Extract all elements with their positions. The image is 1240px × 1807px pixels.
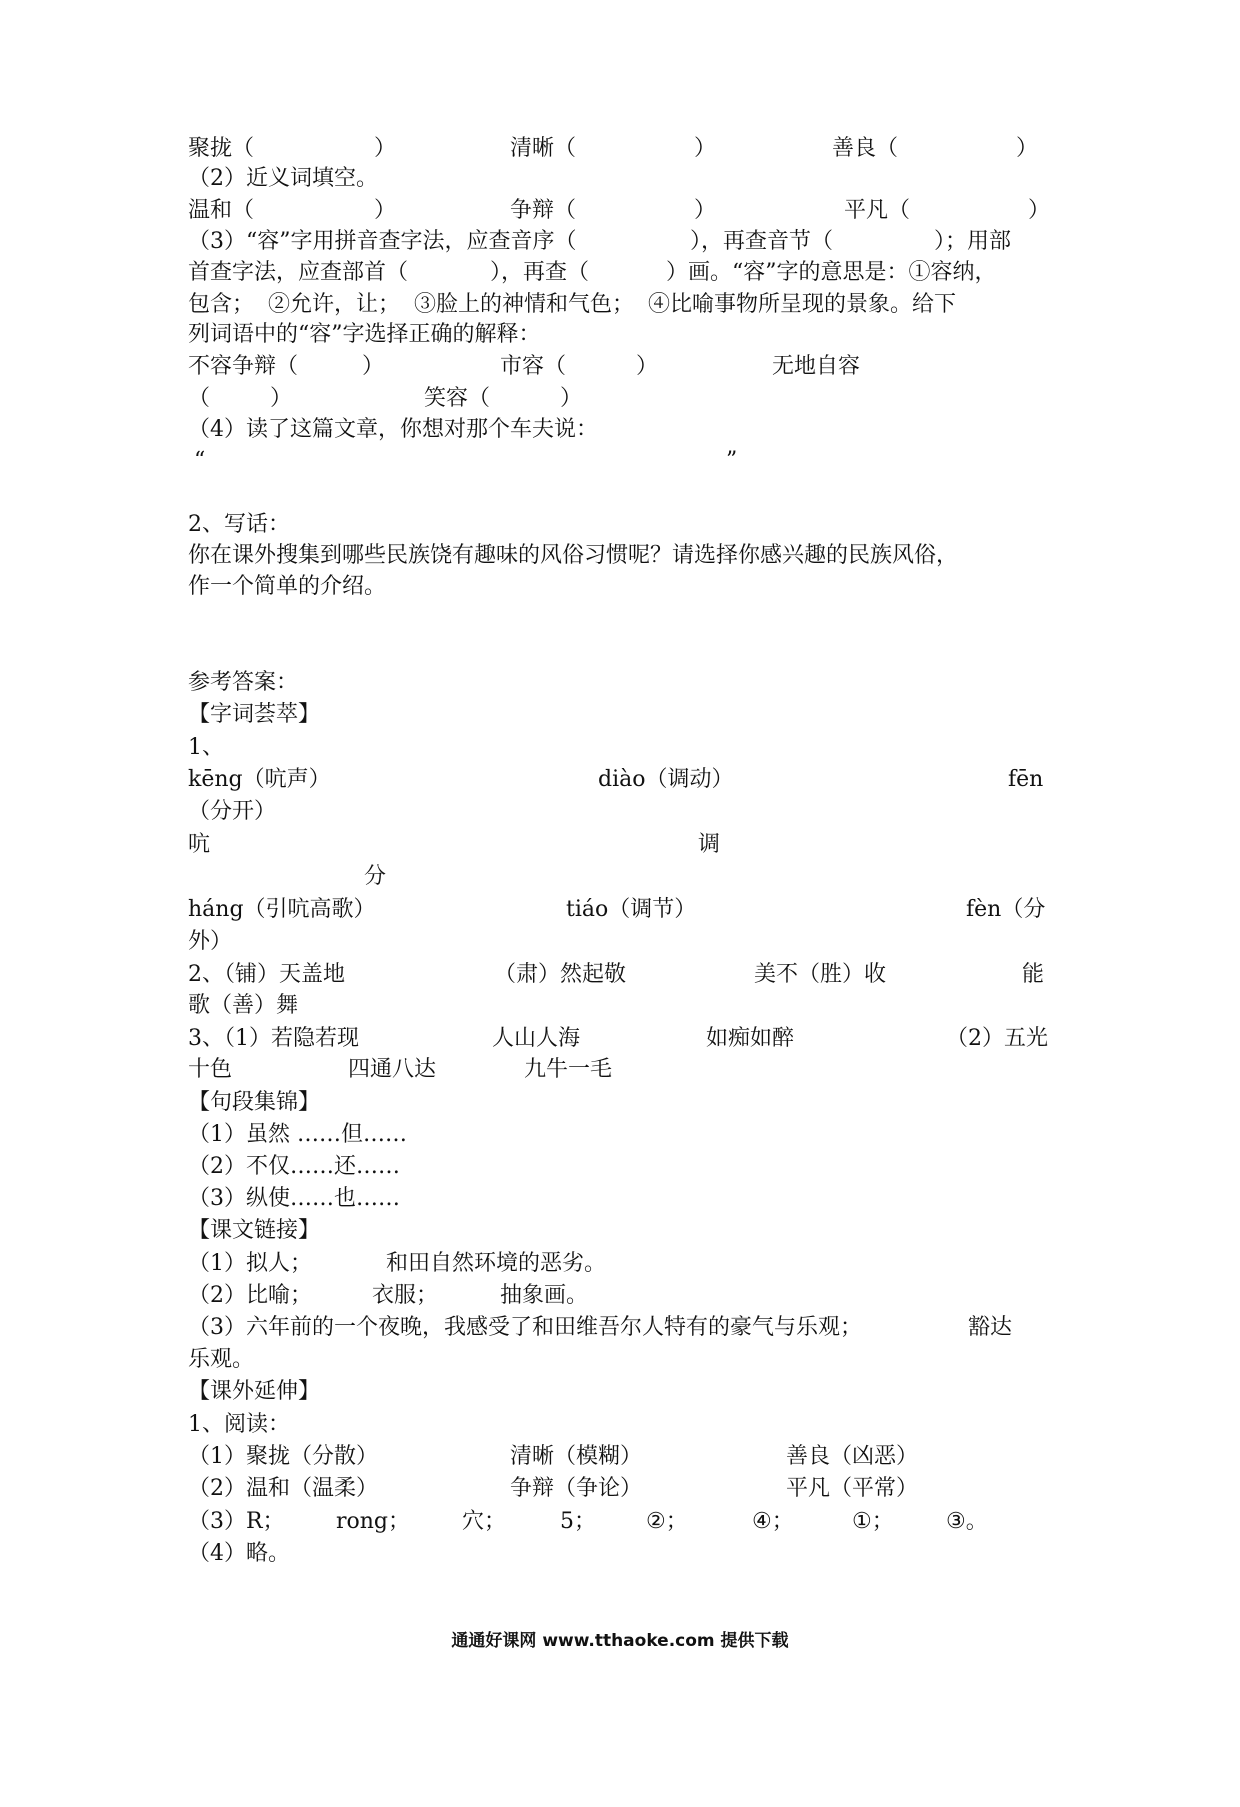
text: （1）聚拢（分散） (188, 1444, 378, 1469)
fill-close: ） (374, 198, 397, 223)
text: 吭 (188, 832, 211, 857)
text: ）画。“容”字的意思是：①容纳， (666, 260, 997, 285)
text: 1、阅读： (188, 1412, 290, 1437)
text: tiáo（调节） (566, 897, 697, 922)
quote-open: “ (194, 448, 206, 473)
text: ），再查音节（ (690, 229, 834, 254)
fill-item: 市容（ (500, 354, 567, 379)
text: 包含； ②允许，让； ③脸上的神情和气色； ④比喻事物所呈现的景象。给下 (188, 292, 956, 317)
text: 2、（铺）天盖地 (188, 962, 345, 987)
kewen-3 (0, 1313, 1240, 1343)
juduan-1 (0, 1120, 1240, 1150)
text: ④； (752, 1509, 794, 1534)
text: 【课文链接】 (188, 1218, 321, 1243)
text: （分开） (188, 799, 277, 824)
rong-line-3 (0, 290, 1240, 320)
text: 穴； (462, 1509, 507, 1534)
rong-line-4 (0, 320, 1240, 350)
text: 平凡（平常） (786, 1476, 919, 1501)
rong-row-1 (0, 352, 1240, 382)
text: （1）虽然 ……但…… (188, 1122, 407, 1147)
fill-close: ） (1016, 136, 1039, 161)
writing-line-2 (0, 572, 1240, 602)
fill-item: 聚拢（ (188, 136, 255, 161)
text: 【句段集锦】 (188, 1090, 321, 1115)
synonym-title (0, 164, 1240, 194)
text: 能 (1022, 962, 1045, 987)
text: ③。 (946, 1509, 988, 1534)
text: （4）读了这篇文章，你想对那个车夫说： (188, 417, 598, 442)
text: ）；用部 (934, 229, 1012, 254)
text: 首查字法，应查部首（ (188, 260, 409, 285)
text: 你在课外搜集到哪些民族饶有趣味的风俗习惯呢？请选择你感兴趣的民族风俗， (188, 543, 959, 568)
text: 参考答案： (188, 670, 299, 695)
text: 列词语中的“容”字选择正确的解释： (188, 322, 541, 347)
juduan-2 (0, 1152, 1240, 1182)
fill-close: ） (694, 136, 717, 161)
quote-close: ” (726, 448, 738, 473)
kewai-3 (0, 1507, 1240, 1537)
text: diào（调动） (598, 767, 734, 792)
text: （2）不仅……还…… (188, 1154, 400, 1179)
fill-close: ） (560, 386, 583, 411)
antonym-row (0, 134, 1240, 164)
text: （2）近义词填空。 (188, 166, 378, 191)
text: ），再查（ (490, 260, 590, 285)
text: 歌（善）舞 (188, 993, 299, 1018)
text: （2）温和（温柔） (188, 1476, 378, 1501)
text: 调 (698, 832, 721, 857)
text: 5； (560, 1509, 596, 1534)
rong-row-2 (0, 384, 1240, 414)
kewai-4 (0, 1539, 1240, 1569)
fill-item: 笑容（ (424, 386, 491, 411)
fill-close: ） (374, 136, 397, 161)
text: （1）拟人； (188, 1251, 312, 1276)
text: （2）五光 (946, 1026, 1048, 1051)
text: ①； (852, 1509, 894, 1534)
text: 豁达 (968, 1315, 1013, 1340)
text: 3、（1）若隐若现 (188, 1026, 359, 1051)
writing-title (0, 510, 1240, 540)
kewai-title (0, 1410, 1240, 1440)
fill-close: ） (270, 386, 293, 411)
item-3 (0, 1024, 1240, 1054)
text: 作一个简单的介绍。 (188, 574, 387, 599)
text: （3）六年前的一个夜晚，我感受了和田维吾尔人特有的豪气与乐观； (188, 1315, 862, 1340)
fill-close: ） (636, 354, 659, 379)
juduan-3 (0, 1184, 1240, 1214)
fill-close: ） (694, 198, 717, 223)
pinyin-row-2-cont (0, 927, 1240, 957)
pinyin-row-1 (0, 765, 1240, 795)
char-row (0, 830, 1240, 860)
text: 【字词荟萃】 (188, 702, 321, 727)
text: 抽象画。 (500, 1283, 589, 1308)
text: （3）纵使……也…… (188, 1186, 400, 1211)
item-1 (0, 733, 1240, 763)
pinyin-row-2 (0, 895, 1240, 925)
fill-item: 平凡（ (844, 198, 911, 223)
text: （4）略。 (188, 1541, 290, 1566)
fill-close: ） (1028, 198, 1051, 223)
section-heading (0, 1216, 1240, 1246)
kewai-1 (0, 1442, 1240, 1472)
writing-line-1 (0, 541, 1240, 571)
pinyin-row-1-cont (0, 797, 1240, 827)
fill-item: 争辩（ (510, 198, 577, 223)
text: 衣服； (372, 1283, 439, 1308)
text: fèn（分 (966, 897, 1046, 922)
fill-open: （ (188, 386, 211, 411)
text: 美不（胜）收 (754, 962, 887, 987)
text: 1、 (188, 735, 224, 760)
item-2-cont (0, 991, 1240, 1021)
text: （3）R； (188, 1509, 285, 1534)
char-fen-row (0, 862, 1240, 892)
text: ②； (646, 1509, 688, 1534)
section-heading (0, 1377, 1240, 1407)
section-heading (0, 700, 1240, 730)
kewen-2 (0, 1281, 1240, 1311)
text: （3）“容”字用拼音查字法，应查音序（ (188, 229, 577, 254)
text: 外） (188, 929, 233, 954)
section-heading (0, 1088, 1240, 1118)
text: 2、写话： (188, 512, 290, 537)
text: （肃）然起敬 (494, 962, 627, 987)
fill-item: 不容争辩（ (188, 354, 299, 379)
text: 人山人海 (492, 1026, 581, 1051)
fill-item: 温和（ (188, 198, 255, 223)
fill-item: 无地自容 (772, 354, 861, 379)
text: 分 (364, 864, 387, 889)
text: kēng（吭声） (188, 767, 331, 792)
text: 争辩（争论） (510, 1476, 643, 1501)
text: 如痴如醉 (706, 1026, 795, 1051)
fill-item: 善良（ (832, 136, 899, 161)
answers-title (0, 668, 1240, 698)
text: háng（引吭高歌） (188, 897, 376, 922)
q4-line (0, 415, 1240, 445)
fill-item: 清晰（ (510, 136, 577, 161)
text: 善良（凶恶） (786, 1444, 919, 1469)
fill-close: ） (362, 354, 385, 379)
text: 乐观。 (188, 1347, 255, 1372)
text: 九牛一毛 (524, 1057, 613, 1082)
text: 四通八达 (348, 1057, 437, 1082)
text: （2）比喻； (188, 1283, 312, 1308)
quote-line (0, 446, 1240, 476)
kewai-2 (0, 1474, 1240, 1504)
text: fēn (1008, 767, 1044, 792)
kewen-3-cont (0, 1345, 1240, 1375)
rong-line-2 (0, 258, 1240, 288)
kewen-1 (0, 1249, 1240, 1279)
text: 和田自然环境的恶劣。 (386, 1251, 607, 1276)
synonym-row (0, 196, 1240, 226)
footer-source: 通通好课网 www.tthaoke.com 提供下载 (451, 1631, 789, 1651)
item-3-cont (0, 1055, 1240, 1085)
text: rong； (336, 1509, 411, 1534)
text: 十色 (188, 1057, 233, 1082)
text: 【课外延伸】 (188, 1379, 321, 1404)
item-2 (0, 960, 1240, 990)
text: 清晰（模糊） (510, 1444, 643, 1469)
rong-line-1 (0, 227, 1240, 257)
